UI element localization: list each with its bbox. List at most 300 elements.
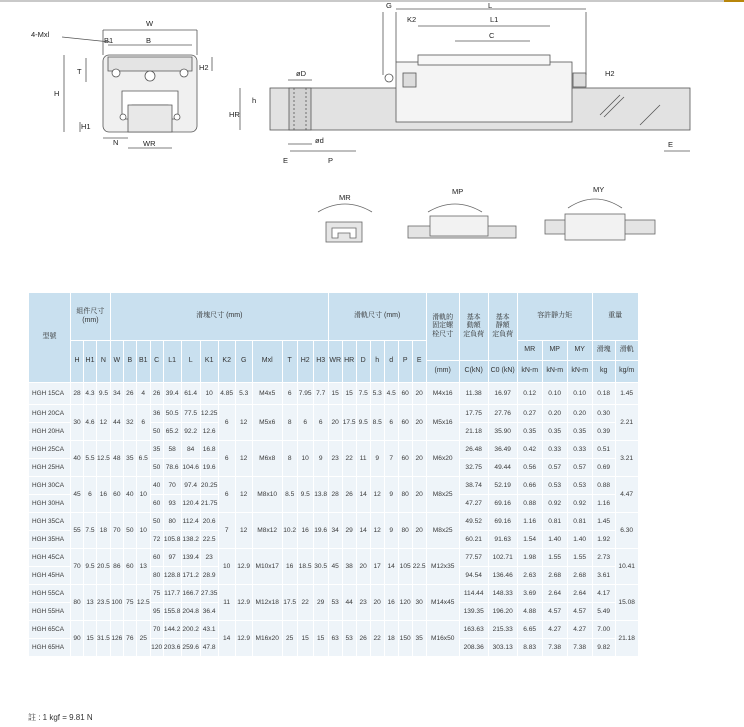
label-h2: H2	[199, 63, 209, 72]
th-unit-dyn: C(kN)	[459, 361, 488, 383]
cell-mp: 4.57	[542, 603, 567, 621]
cell-p: 80	[398, 513, 412, 549]
cell-l: 166.7	[181, 585, 200, 603]
cell-h3: 7.7	[313, 383, 328, 405]
cell-weight-block: 2.73	[592, 549, 615, 567]
label-e-side: E	[668, 140, 674, 149]
cell-static-load: 69.16	[488, 495, 517, 513]
label-hr: HR	[229, 110, 240, 119]
cell-mp: 2.68	[542, 567, 567, 585]
cell-weight-block: 9.82	[592, 639, 615, 657]
cell-my: 4.27	[567, 621, 592, 639]
cell-static-load: 49.44	[488, 459, 517, 477]
cell-h: 12	[370, 513, 384, 549]
cell-model: HGH 25CA	[29, 441, 71, 459]
side-view	[240, 9, 690, 151]
th-stat: 基本 靜額 定負荷	[488, 293, 517, 361]
cell-l: 139.4	[181, 549, 200, 567]
cell-k2: 6	[218, 405, 235, 441]
cell-l1: 58	[163, 441, 181, 459]
cell-weight-rail: 15.08	[615, 585, 638, 621]
cell-b: 26	[123, 383, 136, 405]
cell-h: 17	[370, 549, 384, 585]
cell-c: 50	[150, 423, 163, 441]
cell-k1: 16.8	[200, 441, 218, 459]
footnote: 註 : 1 kgf = 9.81 N	[28, 713, 93, 722]
cell-mr: 6.65	[517, 621, 542, 639]
cell-n: 23.5	[97, 585, 111, 621]
cell-l: 138.2	[181, 531, 200, 549]
th-unit-kg: kg	[592, 361, 615, 383]
cell-weight-rail: 6.30	[615, 513, 638, 549]
cell-hr: 38	[342, 549, 356, 585]
th-weight-block: 滑塊	[592, 341, 615, 361]
cell-static-load: 27.76	[488, 405, 517, 423]
cell-mr: 0.88	[517, 495, 542, 513]
cell-n: 31.5	[97, 621, 111, 657]
cell-wr: 28	[328, 477, 342, 513]
cell-l1: 128.8	[163, 567, 181, 585]
cell-c: 36	[150, 405, 163, 423]
cell-l1: 144.2	[163, 621, 181, 639]
moment-mp	[408, 204, 516, 238]
th-sub-l: L	[181, 341, 200, 383]
label-mr: MR	[339, 193, 351, 202]
cell-model: HGH 55CA	[29, 585, 71, 603]
label-e-rail: E	[283, 156, 289, 165]
cell-l: 171.2	[181, 567, 200, 585]
cell-b: 60	[123, 549, 136, 585]
cell-l1: 97	[163, 549, 181, 567]
cell-weight-block: 1.92	[592, 531, 615, 549]
th-rail: 滑軌尺寸 (mm)	[328, 293, 426, 341]
cell-hr: 17.5	[342, 405, 356, 441]
cell-wr: 20	[328, 405, 342, 441]
table-row	[29, 621, 639, 639]
cell-weight-block: 0.88	[592, 477, 615, 495]
cell-mr: 0.35	[517, 423, 542, 441]
table-row	[29, 585, 639, 603]
cell-b: 76	[123, 621, 136, 657]
label-b1: B1	[104, 36, 114, 45]
cell-k2: 6	[218, 441, 235, 477]
cell-mp: 0.57	[542, 459, 567, 477]
th-sub-wr: WR	[328, 341, 342, 383]
cell-g: 12.9	[235, 549, 252, 585]
cell-p: 150	[398, 621, 412, 657]
cell-mxl: M5x6	[252, 405, 282, 441]
cell-k2: 4.85	[218, 383, 235, 405]
cell-weight-block: 3.61	[592, 567, 615, 585]
moment-my	[545, 199, 655, 240]
cell-k1: 21.75	[200, 495, 218, 513]
th-sub-w: W	[110, 341, 123, 383]
cell-static-load: 16.97	[488, 383, 517, 405]
cell-p: 60	[398, 441, 412, 477]
cell-wr: 45	[328, 549, 342, 585]
cell-dynamic-load: 60.21	[459, 531, 488, 549]
cell-e: 35	[412, 621, 426, 657]
th-assembly: 組件尺寸 (mm)	[71, 293, 111, 341]
cell-weight-rail: 1.45	[615, 383, 638, 405]
cell-my: 7.38	[567, 639, 592, 657]
cell-my: 0.92	[567, 495, 592, 513]
cell-weight-block: 0.30	[592, 405, 615, 423]
cell-mr: 1.98	[517, 549, 542, 567]
cell-h2: 6	[297, 405, 313, 441]
cell-k1: 28.9	[200, 567, 218, 585]
cell-k1: 47.8	[200, 639, 218, 657]
cell-g: 12	[235, 477, 252, 513]
cell-bolt: M8x25	[426, 513, 459, 549]
cell-my: 1.40	[567, 531, 592, 549]
cell-weight-block: 0.69	[592, 459, 615, 477]
cell-p: 80	[398, 477, 412, 513]
cell-g: 12.9	[235, 621, 252, 657]
cell-wr: 15	[328, 383, 342, 405]
cell-my: 0.33	[567, 441, 592, 459]
th-model: 型號	[29, 293, 71, 383]
cell-l: 61.4	[181, 383, 200, 405]
cell-h: 5.3	[370, 383, 384, 405]
cell-bolt: M4x16	[426, 383, 459, 405]
cell-mr: 8.83	[517, 639, 542, 657]
cell-my: 0.35	[567, 423, 592, 441]
th-moment: 容許靜力矩	[517, 293, 592, 341]
cell-mp: 0.33	[542, 441, 567, 459]
cell-static-load: 148.33	[488, 585, 517, 603]
cell-b1: 10	[136, 477, 150, 513]
cell-bolt: M16x50	[426, 621, 459, 657]
cell-d: 14	[356, 513, 370, 549]
cell-h: 28	[71, 383, 84, 405]
cell-h2: 16	[297, 513, 313, 549]
cell-b1: 13	[136, 549, 150, 585]
cell-t: 8	[282, 405, 297, 441]
cell-bolt: M14x45	[426, 585, 459, 621]
cell-d: 4.5	[384, 383, 398, 405]
cell-p: 120	[398, 585, 412, 621]
cell-model: HGH 45HA	[29, 567, 71, 585]
cell-e: 20	[412, 441, 426, 477]
cell-l1: 93	[163, 495, 181, 513]
cell-hr: 44	[342, 585, 356, 621]
cell-bolt: M6x20	[426, 441, 459, 477]
cell-dynamic-load: 114.44	[459, 585, 488, 603]
cell-weight-rail: 10.41	[615, 549, 638, 585]
cell-h: 20	[370, 585, 384, 621]
cell-l1: 117.7	[163, 585, 181, 603]
cell-n: 18	[97, 513, 111, 549]
cell-mp: 2.64	[542, 585, 567, 603]
cell-n: 16	[97, 477, 111, 513]
cell-dynamic-load: 26.48	[459, 441, 488, 459]
cell-weight-block: 0.18	[592, 383, 615, 405]
cell-g: 12	[235, 405, 252, 441]
cell-model: HGH 35HA	[29, 531, 71, 549]
cell-static-load: 102.71	[488, 549, 517, 567]
cell-dynamic-load: 77.57	[459, 549, 488, 567]
cell-d: 6	[384, 405, 398, 441]
cell-w: 60	[110, 477, 123, 513]
cell-n: 12.5	[97, 441, 111, 477]
table-row	[29, 549, 639, 567]
technical-drawing	[0, 0, 744, 285]
cell-dynamic-load: 47.27	[459, 495, 488, 513]
label-mxl: 4-Mxl	[31, 30, 50, 39]
cell-g: 12	[235, 441, 252, 477]
cell-h2: 22	[297, 585, 313, 621]
cell-model: HGH 30CA	[29, 477, 71, 495]
cell-d: 9	[384, 477, 398, 513]
label-d-small: ød	[315, 136, 324, 145]
cell-w: 126	[110, 621, 123, 657]
cell-n: 9.5	[97, 383, 111, 405]
th-sub-h1: H1	[84, 341, 97, 383]
cell-n: 12	[97, 405, 111, 441]
cell-weight-block: 1.16	[592, 495, 615, 513]
th-sub-e: E	[412, 341, 426, 383]
label-h2-side: H2	[605, 69, 615, 78]
cell-l: 259.6	[181, 639, 200, 657]
th-dyn: 基本 動額 定負荷	[459, 293, 488, 361]
cell-mp: 0.53	[542, 477, 567, 495]
cell-mp: 0.35	[542, 423, 567, 441]
label-l1: L1	[490, 15, 499, 24]
th-unit-m2: kN-m	[542, 361, 567, 383]
cell-b1: 10	[136, 513, 150, 549]
cell-w: 100	[110, 585, 123, 621]
label-w: W	[146, 19, 154, 28]
cell-weight-block: 7.00	[592, 621, 615, 639]
cell-my: 2.64	[567, 585, 592, 603]
cell-d: 18	[384, 621, 398, 657]
cell-t: 6	[282, 383, 297, 405]
cell-w: 70	[110, 513, 123, 549]
cell-my: 0.20	[567, 405, 592, 423]
cell-dynamic-load: 163.63	[459, 621, 488, 639]
cell-e: 20	[412, 477, 426, 513]
cell-e: 20	[412, 405, 426, 441]
cell-dynamic-load: 38.74	[459, 477, 488, 495]
cell-mxl: M8x12	[252, 513, 282, 549]
cell-h3: 13.8	[313, 477, 328, 513]
label-t: T	[77, 67, 82, 76]
th-block: 滑塊尺寸 (mm)	[110, 293, 328, 341]
th-weight-rail: 滑軌	[615, 341, 638, 361]
cell-mxl: M4x5	[252, 383, 282, 405]
cell-mp: 1.55	[542, 549, 567, 567]
cell-my: 1.55	[567, 549, 592, 567]
label-g: G	[386, 1, 392, 10]
cell-model: HGH 30HA	[29, 495, 71, 513]
cell-h2: 7.95	[297, 383, 313, 405]
cell-my: 0.81	[567, 513, 592, 531]
cell-hr: 15	[342, 383, 356, 405]
cell-model: HGH 20HA	[29, 423, 71, 441]
cell-c: 60	[150, 549, 163, 567]
cell-h1: 5.5	[84, 441, 97, 477]
cell-mxl: M12x18	[252, 585, 282, 621]
cell-l1: 80	[163, 513, 181, 531]
th-sub-c: C	[150, 341, 163, 383]
cell-c: 40	[150, 477, 163, 495]
label-wr: WR	[143, 139, 156, 148]
cell-k1: 20.6	[200, 513, 218, 531]
cell-static-load: 35.90	[488, 423, 517, 441]
cell-p: 60	[398, 383, 412, 405]
cell-bolt: M12x35	[426, 549, 459, 585]
cell-h2: 10	[297, 441, 313, 477]
cell-dynamic-load: 21.18	[459, 423, 488, 441]
cell-mp: 4.27	[542, 621, 567, 639]
cell-mxl: M16x20	[252, 621, 282, 657]
cell-k2: 7	[218, 513, 235, 549]
cell-dynamic-load: 94.54	[459, 567, 488, 585]
cell-l: 120.4	[181, 495, 200, 513]
cell-mp: 0.20	[542, 405, 567, 423]
cell-d: 26	[356, 621, 370, 657]
cell-mxl: M6x8	[252, 441, 282, 477]
cell-weight-block: 4.17	[592, 585, 615, 603]
th-sub-h3: H3	[313, 341, 328, 383]
cell-h: 80	[71, 585, 84, 621]
cell-h: 45	[71, 477, 84, 513]
cell-b: 40	[123, 477, 136, 513]
th-mr: MR	[517, 341, 542, 361]
cell-e: 20	[412, 513, 426, 549]
cell-w: 86	[110, 549, 123, 585]
cell-k2: 14	[218, 621, 235, 657]
cell-model: HGH 35CA	[29, 513, 71, 531]
cell-t: 10.2	[282, 513, 297, 549]
cell-my: 4.57	[567, 603, 592, 621]
cell-my: 0.53	[567, 477, 592, 495]
cell-weight-block: 5.49	[592, 603, 615, 621]
spec-table	[28, 292, 639, 657]
cell-l1: 105.8	[163, 531, 181, 549]
cell-dynamic-load: 49.52	[459, 513, 488, 531]
cell-d: 9.5	[356, 405, 370, 441]
cell-h: 12	[370, 477, 384, 513]
label-c: C	[489, 31, 495, 40]
th-unit-kgm: kg/m	[615, 361, 638, 383]
cell-h: 8.5	[370, 405, 384, 441]
label-h-small: h	[252, 96, 257, 105]
cell-model: HGH 20CA	[29, 405, 71, 423]
th-weight: 重量	[592, 293, 638, 341]
cell-b: 35	[123, 441, 136, 477]
cell-e: 30	[412, 585, 426, 621]
cell-h1: 4.6	[84, 405, 97, 441]
th-unit-bolt: (mm)	[426, 361, 459, 383]
cell-bolt: M5x16	[426, 405, 459, 441]
cell-t: 8	[282, 441, 297, 477]
label-n: N	[113, 138, 119, 147]
th-sub-p: P	[398, 341, 412, 383]
cell-d: 16	[384, 585, 398, 621]
cell-d: 14	[384, 549, 398, 585]
cell-g: 12	[235, 513, 252, 549]
cell-static-load: 136.46	[488, 567, 517, 585]
cell-l1: 70	[163, 477, 181, 495]
cell-mr: 0.56	[517, 459, 542, 477]
cell-l: 204.8	[181, 603, 200, 621]
cell-mr: 0.27	[517, 405, 542, 423]
cell-mr: 2.63	[517, 567, 542, 585]
cell-h3: 9	[313, 441, 328, 477]
cell-static-load: 69.16	[488, 513, 517, 531]
cell-c: 70	[150, 621, 163, 639]
cell-d: 23	[356, 585, 370, 621]
th-sub-h2: H2	[297, 341, 313, 383]
cell-b1: 25	[136, 621, 150, 657]
cell-weight-block: 0.51	[592, 441, 615, 459]
cell-h1: 15	[84, 621, 97, 657]
label-l: L	[488, 1, 493, 10]
cell-b1: 6.5	[136, 441, 150, 477]
cell-t: 16	[282, 549, 297, 585]
cell-w: 48	[110, 441, 123, 477]
cell-n: 20.5	[97, 549, 111, 585]
cell-mr: 0.12	[517, 383, 542, 405]
th-bolt: 滑軌的 固定螺 栓尺寸	[426, 293, 459, 361]
cell-l: 112.4	[181, 513, 200, 531]
cell-h3: 29	[313, 585, 328, 621]
th-sub-k1: K1	[200, 341, 218, 383]
th-sub-d: D	[356, 341, 370, 383]
cell-c: 26	[150, 383, 163, 405]
cell-c: 80	[150, 567, 163, 585]
th-unit-m1: kN-m	[517, 361, 542, 383]
cell-h: 40	[71, 441, 84, 477]
cell-static-load: 52.19	[488, 477, 517, 495]
cell-b: 50	[123, 513, 136, 549]
cell-h1: 9.5	[84, 549, 97, 585]
cell-weight-rail: 21.18	[615, 621, 638, 657]
cell-dynamic-load: 17.75	[459, 405, 488, 423]
cell-c: 120	[150, 639, 163, 657]
cell-mxl: M10x17	[252, 549, 282, 585]
cell-p: 60	[398, 405, 412, 441]
cell-model: HGH 65CA	[29, 621, 71, 639]
cell-weight-rail: 4.47	[615, 477, 638, 513]
cell-g: 12.9	[235, 585, 252, 621]
cell-mxl: M8x10	[252, 477, 282, 513]
cell-mp: 7.38	[542, 639, 567, 657]
cell-d: 9	[384, 513, 398, 549]
cell-g: 5.3	[235, 383, 252, 405]
cell-mr: 4.88	[517, 603, 542, 621]
cell-h: 30	[71, 405, 84, 441]
cell-mp: 0.92	[542, 495, 567, 513]
label-k2: K2	[407, 15, 417, 24]
th-sub-n: N	[97, 341, 111, 383]
cell-static-load: 36.49	[488, 441, 517, 459]
cell-l1: 155.8	[163, 603, 181, 621]
cell-b1: 6	[136, 405, 150, 441]
cell-b1: 12.5	[136, 585, 150, 621]
th-mp: MP	[542, 341, 567, 361]
cell-d: 20	[356, 549, 370, 585]
th-sub-h: H	[71, 341, 84, 383]
cell-h: 22	[370, 621, 384, 657]
cell-c: 35	[150, 441, 163, 459]
cell-t: 25	[282, 621, 297, 657]
cell-mr: 0.66	[517, 477, 542, 495]
cell-b: 32	[123, 405, 136, 441]
cell-hr: 26	[342, 477, 356, 513]
